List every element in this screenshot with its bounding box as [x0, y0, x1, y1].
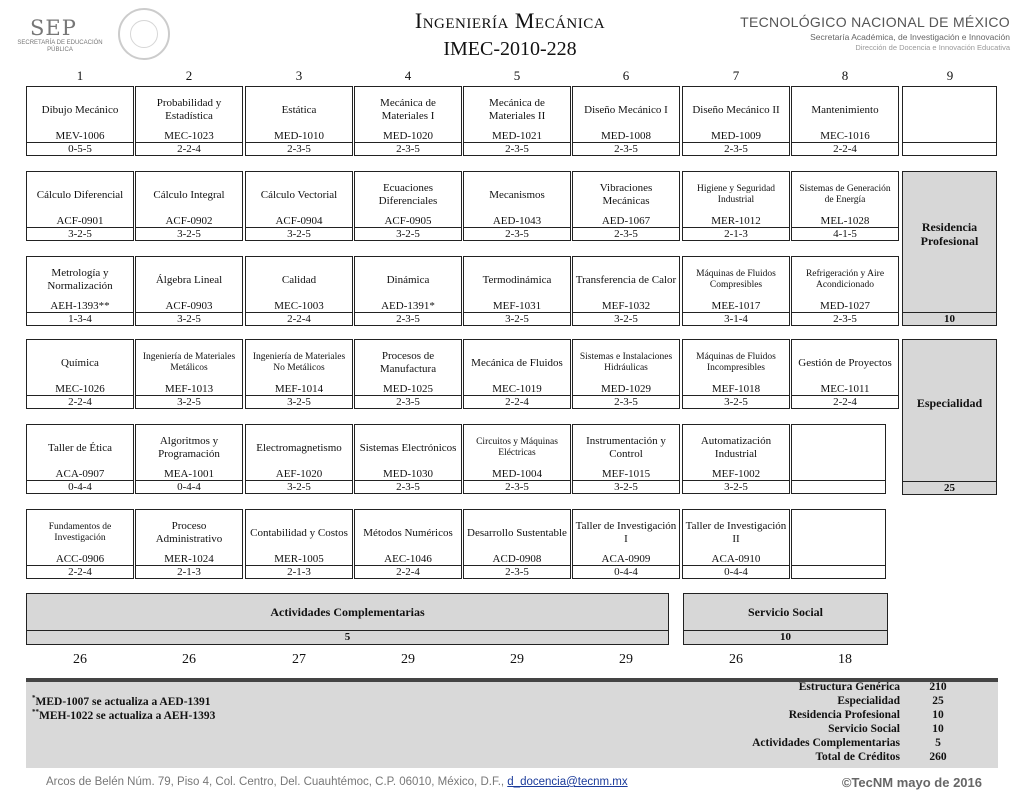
course-code: MED-1025: [382, 383, 434, 395]
course-card[interactable]: [682, 86, 790, 156]
course-card[interactable]: [245, 86, 353, 156]
course-name: Dibujo Mecánico: [41, 103, 119, 116]
course-credits: 3-2-5: [136, 395, 242, 408]
course-name: Taller de Ética: [48, 441, 112, 454]
actividades-label: Actividades Complementarias: [270, 605, 425, 619]
course-credits: 2-3-5: [464, 565, 570, 578]
semester-number: 1: [76, 68, 84, 83]
course-credits: 2-2-4: [27, 395, 133, 408]
course-name: Ingeniería de Materiales No Metálicos: [252, 352, 346, 373]
course-name: Diseño Mecánico II: [692, 103, 780, 116]
servicio-credits: 10: [684, 630, 887, 644]
summary-value: 10: [932, 709, 944, 721]
course-name: Instrumentación y Control: [586, 435, 666, 460]
course-code: MED-1009: [710, 130, 762, 142]
course-name: Termodinámica: [482, 273, 552, 286]
course-code: MEC-1023: [164, 130, 214, 142]
course-name: Automatización Industrial: [700, 435, 772, 460]
course-credits: 4-1-5: [792, 227, 898, 240]
course-name: Circuitos y Máquinas Eléctricas: [476, 437, 558, 458]
servicio-block: [683, 593, 888, 645]
course-code: MED-1021: [491, 130, 543, 142]
course-credits: 3-2-5: [573, 480, 679, 493]
course-code: ACF-0904: [275, 215, 323, 227]
course-card[interactable]: [354, 256, 462, 326]
residencia-block: [902, 171, 997, 326]
course-credits: 2-2-4: [792, 142, 898, 155]
empty-slot: [791, 509, 886, 579]
course-card[interactable]: [682, 256, 790, 326]
course-name: Mecanismos: [489, 188, 545, 201]
course-card[interactable]: [791, 256, 899, 326]
semester-number: 7: [732, 68, 740, 83]
semester-number: 5: [513, 68, 521, 83]
summary-value: 210: [929, 681, 947, 693]
course-name: Procesos de Manufactura: [379, 350, 437, 375]
course-credits: 2-2-4: [355, 565, 461, 578]
summary-total-label: Total de Créditos: [815, 751, 900, 763]
course-name: Estática: [281, 103, 317, 116]
course-credits: 2-3-5: [246, 142, 352, 155]
course-name: Contabilidad y Costos: [250, 526, 348, 539]
semester-number: 9: [946, 68, 954, 83]
institution-subtitle: Secretaría Académica, de Investigación e Innovación: [810, 32, 1010, 42]
course-card[interactable]: [26, 171, 134, 241]
course-credits: 2-3-5: [573, 227, 679, 240]
course-card[interactable]: [682, 171, 790, 241]
course-card[interactable]: [135, 86, 243, 156]
course-name: Dinámica: [386, 273, 430, 286]
especialidad-credits: 25: [903, 481, 996, 494]
course-code: MER-1005: [274, 553, 324, 565]
course-code: MEC-1011: [820, 383, 870, 395]
course-code: MEV-1006: [55, 130, 105, 142]
course-credits: 3-1-4: [683, 312, 789, 325]
column-total: 26: [73, 652, 87, 667]
course-name: Metrología y Normalización: [47, 267, 113, 292]
course-credits: 1-3-4: [27, 312, 133, 325]
semester-number: 3: [295, 68, 303, 83]
course-name: Métodos Numéricos: [363, 526, 453, 539]
course-card[interactable]: [245, 424, 353, 494]
course-credits: 3-2-5: [136, 312, 242, 325]
course-card[interactable]: [354, 86, 462, 156]
course-card[interactable]: [354, 509, 462, 579]
course-name: Química: [61, 356, 99, 369]
course-card[interactable]: [135, 339, 243, 409]
semester-number: 6: [622, 68, 630, 83]
column-total: 26: [729, 652, 743, 667]
course-code: MER-1012: [711, 215, 761, 227]
course-code: MEF-1002: [711, 468, 761, 480]
column-total: 18: [838, 652, 852, 667]
course-name: Higiene y Seguridad Industrial: [696, 184, 776, 205]
course-credits: 0-4-4: [683, 565, 789, 578]
course-code: MEF-1032: [601, 300, 651, 312]
course-credits: 2-2-4: [27, 565, 133, 578]
residencia-credits: 10: [903, 312, 996, 325]
national-seal-icon: [118, 8, 170, 60]
residencia-label: Residencia Profesional: [920, 220, 979, 248]
actividades-block: [26, 593, 669, 645]
course-code: MED-1029: [600, 383, 652, 395]
course-card[interactable]: [245, 256, 353, 326]
course-card[interactable]: [26, 509, 134, 579]
course-card[interactable]: [26, 339, 134, 409]
summary-label: Servicio Social: [828, 723, 900, 735]
course-credits: 2-1-3: [246, 565, 352, 578]
course-code: MEC-1026: [55, 383, 105, 395]
course-code: MED-1004: [491, 468, 543, 480]
course-credits: 3-2-5: [246, 395, 352, 408]
empty-slot-credits: [792, 480, 885, 493]
course-credits: 0-4-4: [573, 565, 679, 578]
course-credits: 0-5-5: [27, 142, 133, 155]
course-code: ACF-0903: [165, 300, 213, 312]
course-code: MEF-1018: [711, 383, 761, 395]
column-total: 27: [292, 652, 306, 667]
course-name: Fundamentos de Investigación: [48, 522, 112, 543]
course-card[interactable]: [354, 339, 462, 409]
course-name: Sistemas Electrónicos: [359, 441, 457, 454]
course-credits: 3-2-5: [27, 227, 133, 240]
summary-total-value: 260: [929, 751, 947, 763]
course-code: MEL-1028: [820, 215, 870, 227]
course-name: Cálculo Vectorial: [260, 188, 338, 201]
column-total: 29: [510, 652, 524, 667]
course-code: MED-1020: [382, 130, 434, 142]
summary-label: Especialidad: [837, 695, 900, 707]
course-card[interactable]: [354, 171, 462, 241]
course-credits: 3-2-5: [355, 227, 461, 240]
course-credits: 2-3-5: [355, 312, 461, 325]
summary-label: Residencia Profesional: [788, 709, 900, 721]
course-credits: 2-3-5: [355, 480, 461, 493]
page-title: Ingeniería Mecánica: [414, 8, 606, 33]
course-credits: 2-3-5: [573, 142, 679, 155]
email-link[interactable]: d_docencia@tecnm.mx: [507, 776, 628, 788]
course-card[interactable]: [463, 509, 571, 579]
column-total: 29: [401, 652, 415, 667]
course-name: Cálculo Diferencial: [36, 188, 124, 201]
course-credits: 2-2-4: [136, 142, 242, 155]
course-code: ACC-0906: [55, 553, 105, 565]
course-code: ACA-0909: [601, 553, 651, 565]
course-code: ACF-0902: [165, 215, 213, 227]
institution-name: TECNOLÓGICO NACIONAL DE MÉXICO: [740, 14, 1010, 30]
column-total: 26: [182, 652, 196, 667]
course-name: Ingeniería de Materiales Metálicos: [142, 352, 236, 373]
course-credits: 2-2-4: [792, 395, 898, 408]
course-credits: 2-3-5: [573, 395, 679, 408]
servicio-label: Servicio Social: [748, 605, 823, 619]
course-card[interactable]: [245, 171, 353, 241]
course-code: MEC-1016: [820, 130, 870, 142]
course-card[interactable]: [682, 424, 790, 494]
summary-value: 5: [935, 737, 941, 749]
course-credits: 3-2-5: [464, 312, 570, 325]
footer-copyright: ©TecNM mayo de 2016: [841, 775, 982, 790]
semester-number: 4: [404, 68, 412, 83]
course-credits: 2-3-5: [464, 480, 570, 493]
course-name: Sistemas de Generación de Energía: [799, 184, 891, 205]
course-card[interactable]: [572, 256, 680, 326]
course-card[interactable]: [26, 424, 134, 494]
course-code: MEC-1003: [274, 300, 324, 312]
course-code: AEH-1393**: [50, 300, 110, 312]
summary-value: 25: [932, 695, 944, 707]
course-card[interactable]: [572, 509, 680, 579]
course-card[interactable]: [463, 171, 571, 241]
course-name: Electromagnetismo: [256, 441, 342, 454]
sep-subtitle: SECRETARÍA DE EDUCACIÓN PÚBLICA: [17, 40, 103, 53]
course-name: Vibraciones Mecánicas: [599, 182, 653, 207]
course-code: MED-1008: [600, 130, 652, 142]
plan-code: IMEC-2010-228: [443, 38, 577, 60]
course-card[interactable]: [572, 171, 680, 241]
course-code: AED-1043: [492, 215, 542, 227]
course-card[interactable]: [572, 339, 680, 409]
footer-address: Arcos de Belén Núm. 79, Piso 4, Col. Centro, Del. Cuauhtémoc, C.P. 06010, México, D.F., d_docencia@tecnm.mx: [46, 776, 628, 788]
note-2: **MEH-1022 se actualiza a AEH-1393: [32, 708, 216, 722]
course-name: Proceso Administrativo: [155, 520, 223, 545]
course-card[interactable]: [572, 86, 680, 156]
course-name: Mecánica de Materiales II: [488, 97, 546, 122]
course-name: Diseño Mecánico I: [584, 103, 668, 116]
course-name: Taller de Investigación II: [685, 520, 787, 545]
course-code: ACA-0910: [711, 553, 761, 565]
institution-subtitle-2: Dirección de Docencia e Innovación Educativa: [855, 43, 1010, 52]
especialidad-label: Especialidad: [916, 396, 983, 410]
course-name: Transferencia de Calor: [575, 273, 677, 286]
course-code: ACF-0901: [56, 215, 104, 227]
course-credits: 2-3-5: [792, 312, 898, 325]
course-code: MEE-1017: [711, 300, 761, 312]
course-name: Máquinas de Fluidos Compresibles: [696, 269, 776, 290]
summary-label: Actividades Complementarias: [752, 737, 900, 749]
course-name: Mecánica de Fluidos: [471, 356, 563, 369]
course-credits: 3-2-5: [246, 480, 352, 493]
course-name: Probabilidad y Estadística: [156, 97, 222, 122]
course-code: MEF-1015: [601, 468, 651, 480]
summary-label: Estructura Genérica: [798, 681, 900, 693]
summary-value: 10: [932, 723, 944, 735]
course-name: Refrigeración y Aire Acondicionado: [805, 269, 885, 290]
semester-number: 8: [841, 68, 849, 83]
course-code: ACA-0907: [55, 468, 105, 480]
course-name: Gestión de Proyectos: [798, 356, 892, 369]
course-code: MEF-1014: [274, 383, 324, 395]
course-name: Desarrollo Sustentable: [467, 526, 567, 539]
course-name: Ecuaciones Diferenciales: [378, 182, 438, 207]
course-credits: 3-2-5: [683, 480, 789, 493]
course-code: AEC-1046: [384, 553, 432, 565]
course-credits: 2-3-5: [464, 142, 570, 155]
course-card[interactable]: [354, 424, 462, 494]
course-code: AED-1067: [601, 215, 651, 227]
course-card[interactable]: [463, 339, 571, 409]
course-name: Algoritmos y Programación: [158, 435, 220, 460]
course-code: MEA-1001: [163, 468, 215, 480]
course-code: ACD-0908: [492, 553, 542, 565]
course-code: MER-1024: [164, 553, 214, 565]
course-credits: 2-3-5: [464, 227, 570, 240]
course-credits: 0-4-4: [136, 480, 242, 493]
course-credits: 2-1-3: [683, 227, 789, 240]
note-1: *MED-1007 se actualiza a AED-1391: [32, 694, 211, 708]
course-credits: 3-2-5: [246, 227, 352, 240]
course-card[interactable]: [135, 171, 243, 241]
course-code: MED-1010: [273, 130, 325, 142]
course-card[interactable]: [791, 171, 899, 241]
course-name: Mantenimiento: [811, 103, 879, 116]
empty-slot-credits: [903, 142, 996, 155]
course-card[interactable]: [135, 509, 243, 579]
course-code: MEC-1019: [492, 383, 542, 395]
column-total: 29: [619, 652, 633, 667]
course-code: MEF-1013: [164, 383, 214, 395]
course-credits: 3-2-5: [573, 312, 679, 325]
course-name: Mecánica de Materiales I: [380, 97, 436, 122]
empty-slot: [791, 424, 886, 494]
course-code: MEF-1031: [492, 300, 542, 312]
empty-slot-credits: [792, 565, 885, 578]
course-card[interactable]: [682, 339, 790, 409]
course-credits: 3-2-5: [136, 227, 242, 240]
course-card[interactable]: [135, 424, 243, 494]
course-card[interactable]: [26, 86, 134, 156]
course-card[interactable]: [463, 86, 571, 156]
course-credits: 2-1-3: [136, 565, 242, 578]
course-code: MED-1030: [382, 468, 434, 480]
course-credits: 2-3-5: [355, 142, 461, 155]
course-card[interactable]: [791, 339, 899, 409]
actividades-credits: 5: [27, 630, 668, 644]
course-card[interactable]: [245, 339, 353, 409]
empty-slot: [902, 86, 997, 156]
course-card[interactable]: [245, 509, 353, 579]
course-card[interactable]: [572, 424, 680, 494]
course-card[interactable]: [463, 424, 571, 494]
summary-band: [26, 678, 998, 768]
course-code: AED-1391*: [381, 300, 435, 312]
semester-number: 2: [185, 68, 193, 83]
course-card[interactable]: [26, 256, 134, 326]
course-credits: 2-3-5: [355, 395, 461, 408]
especialidad-block: [902, 339, 997, 495]
course-name: Álgebra Lineal: [155, 273, 223, 286]
course-name: Cálculo Integral: [153, 188, 225, 201]
sep-logo: SEP: [30, 16, 77, 40]
course-credits: 2-3-5: [683, 142, 789, 155]
page-header: [0, 0, 1024, 62]
course-name: Calidad: [281, 273, 317, 286]
course-code: AEF-1020: [275, 468, 323, 480]
course-card[interactable]: [791, 86, 899, 156]
course-card[interactable]: [682, 509, 790, 579]
course-credits: 2-2-4: [464, 395, 570, 408]
course-name: Taller de Investigación I: [575, 520, 677, 545]
course-code: MED-1027: [819, 300, 871, 312]
course-name: Sistemas e Instalaciones Hidráulicas: [579, 352, 673, 373]
course-credits: 3-2-5: [683, 395, 789, 408]
course-code: ACF-0905: [384, 215, 432, 227]
course-credits: 0-4-4: [27, 480, 133, 493]
course-card[interactable]: [463, 256, 571, 326]
course-card[interactable]: [135, 256, 243, 326]
course-name: Máquinas de Fluidos Incompresibles: [696, 352, 776, 373]
course-credits: 2-2-4: [246, 312, 352, 325]
